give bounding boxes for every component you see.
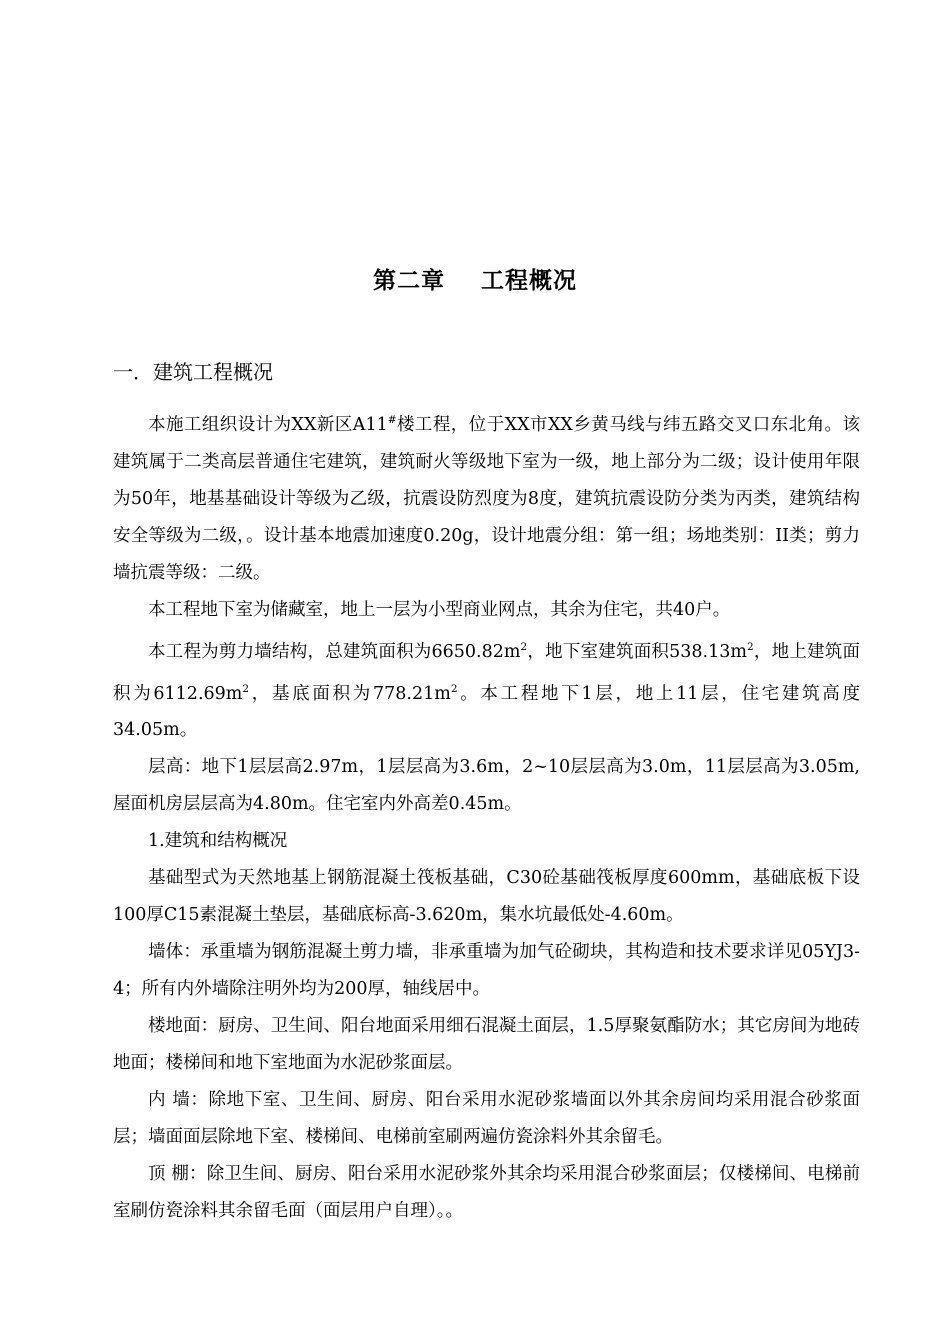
paragraph-area: 本工程为剪力墙结构，总建筑面积为$6650.82m^2$，地下室建筑面积$538.13m^2$，地上建筑面积为$6112.69m^2$，基底面积为$778.21m^2$。本工程地下1层，地上11层，住宅建筑高度34.05m。 [113,640,861,741]
paragraph-ceiling: 顶 棚：除卫生间、厨房、阳台采用水泥砂浆外其余均采用混合砂浆面层；仅楼梯间、电梯前室刷仿瓷涂料其余留毛面（面层用户自理）。。 [113,1164,860,1222]
paragraph-floors: 楼地面：厨房、卫生间、阳台地面采用细石混凝土面层，1.5厚聚氨酯防水；其它房间为地砖地面；楼梯间和地下室地面为水泥砂浆面层。 [113,1016,860,1074]
paragraph-floor-height: 层高：地下1层层高2.97m，1层层高为3.6m，2~10层层高为3.0m，11层层高为3.05m,屋面机房层层高为4.80m。住宅室内外高差0.45m。 [113,757,860,815]
paragraph-walls: 墙体：承重墙为钢筋混凝土剪力墙，非承重墙为加气砼砌块，其构造和技术要求详见05YJ3-4；所有内外墙除注明外均为200厚，轴线居中。 [113,942,860,1000]
paragraph-project-overview: 本施工组织设计为XX新区A11#楼工程，位于XX市XX乡黄马线与纬五路交叉口东北角。该建筑属于二类高层普通住宅建筑，建筑耐火等级地下室为一级，地上部分为二级；设计使用年限为50年，地基基础设计等级为乙级，抗震设防烈度为8度，建筑抗震设防分类为丙类，建筑结构安全等级为二级，。设计基本地震加速度0.20g，设计地震分组：第一组；场地类别：II类；剪力墙抗震等级：二级。 [113,414,860,583]
section-heading: 一．建筑工程概况 [113,360,273,384]
subsection-heading: 1.建筑和结构概况 [148,831,288,852]
paragraph-usage: 本工程地下室为储藏室，地上一层为小型商业网点，其余为住宅，共40户。 [148,599,731,620]
body-text [113,402,860,1230]
paragraph-foundation: 基础型式为天然地基上钢筋混凝土筏板基础，C30砼基础筏板厚度600mm，基础底板下设100厚C15素混凝土垫层，基础底标高-3.620m，集水坑最低处-4.60m。 [113,868,860,926]
paragraph-interior-walls: 内 墙：除地下室、卫生间、厨房、阳台采用水泥砂浆墙面以外其余房间均采用混合砂浆面层；墙面面层除地下室、楼梯间、电梯前室刷两遍仿瓷涂料外其余留毛。 [113,1090,860,1148]
chapter-title: 第二章 工程概况 [372,268,578,294]
